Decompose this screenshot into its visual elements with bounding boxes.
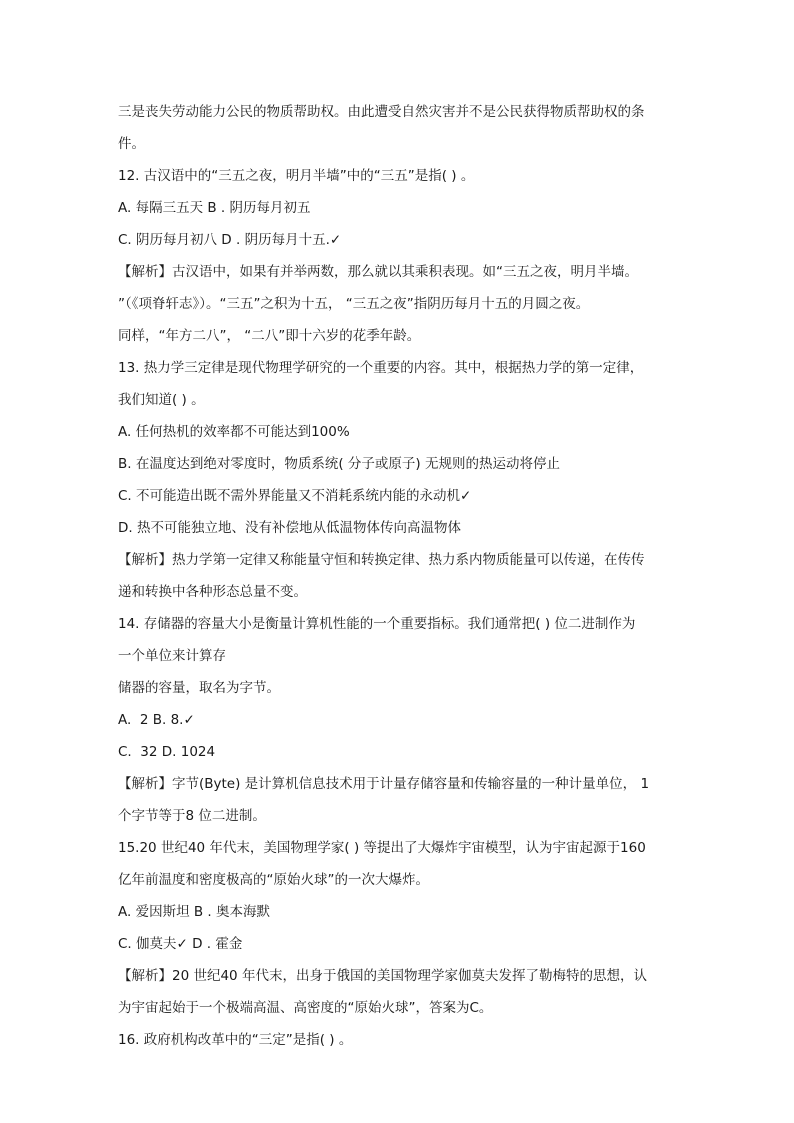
analysis-line: 个字节等于8 位二进制。 <box>118 808 266 824</box>
analysis-line: 为宇宙起始于一个极端高温、高密度的“原始火球”，答案为C。 <box>118 1000 493 1016</box>
text-line: 件。 <box>118 136 145 152</box>
question-12: 12. 古汉语中的“三五之夜，明月半墙”中的“三五”是指( ) 。 <box>118 168 475 184</box>
option-line: C. 32 D. 1024 <box>118 744 216 760</box>
option-line: C. 阴历每月初八 D . 阴历每月十五.✓ <box>118 232 342 248</box>
option-line: A. 任何热机的效率都不可能达到100% <box>118 424 350 440</box>
option-line: D. 热不可能独立地、没有补偿地从低温物体传向高温物体 <box>118 520 461 536</box>
option-line: A. 每隔三五天 B . 阴历每月初五 <box>118 200 311 216</box>
text-line: 我们知道( ) 。 <box>118 392 205 408</box>
analysis-line: 同样，“年方二八”， “二八”即十六岁的花季年龄。 <box>118 328 421 344</box>
question-14: 14. 存储器的容量大小是衡量计算机性能的一个重要指标。我们通常把( ) 位二进制作为 <box>118 616 636 632</box>
analysis-line: 【解析】字节(Byte) 是计算机信息技术用于计量存储容量和传输容量的一种计量单位， 1 <box>118 776 650 792</box>
option-line: A. 2 B. 8.✓ <box>118 712 195 728</box>
analysis-line: 【解析】热力学第一定律又称能量守恒和转换定律、热力系内物质能量可以传递，在传传 <box>118 552 645 568</box>
analysis-line: ”（《项脊轩志》）。“三五”之积为十五， “三五之夜”指阴历每月十五的月圆之夜。 <box>118 296 590 312</box>
text-line: 储器的容量，取名为字节。 <box>118 680 280 696</box>
question-16: 16. 政府机构改革中的“三定”是指( ) 。 <box>118 1032 353 1048</box>
question-15: 15.20 世纪40 年代末，美国物理学家( ) 等提出了大爆炸宇宙模型，认为宇宙起源于160 <box>118 840 646 856</box>
question-13: 13. 热力学三定律是现代物理学研究的一个重要的内容。其中，根据热力学的第一定律， <box>118 360 644 376</box>
analysis-line: 递和转换中各种形态总量不变。 <box>118 584 307 600</box>
text-line: 亿年前温度和密度极高的“原始火球”的一次大爆炸。 <box>118 872 429 888</box>
analysis-line: 【解析】20 世纪40 年代末，出身于俄国的美国物理学家伽莫夫发挥了勒梅特的思想，认 <box>118 968 647 984</box>
option-line: A. 爱因斯坦 B . 奥本海默 <box>118 904 271 920</box>
option-line: C. 伽莫夫✓ D . 霍金 <box>118 936 243 952</box>
analysis-line: 【解析】古汉语中，如果有并举两数，那么就以其乘积表现。如“三五之夜，明月半墙。 <box>118 264 638 280</box>
text-line: 三是丧失劳动能力公民的物质帮助权。由此遭受自然灾害并不是公民获得物质帮助权的条 <box>118 104 645 120</box>
option-line: C. 不可能造出既不需外界能量又不消耗系统内能的永动机✓ <box>118 488 472 504</box>
option-line: B. 在温度达到绝对零度时，物质系统( 分子或原子) 无规则的热运动将停止 <box>118 456 560 472</box>
text-line: 一个单位来计算存 <box>118 648 226 664</box>
